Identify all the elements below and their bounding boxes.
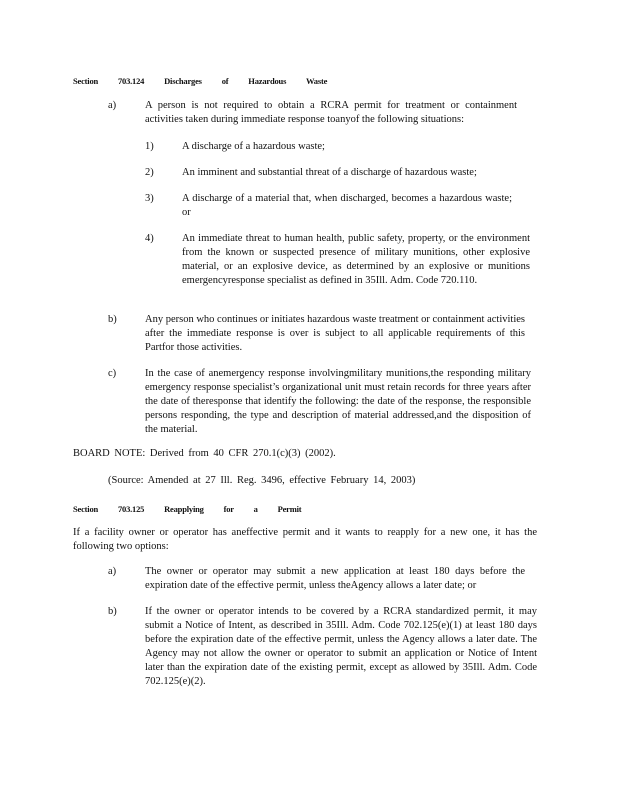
item-c-label: c) [108,368,117,379]
item-b-label: b) [108,314,117,325]
option-a-text: The owner or operator may submit a new application at least 180 days before the expiration date of the effective permit, unless theAgency allows a later date; or [145,566,525,591]
subitem-2-label: 2) [145,167,154,178]
subitem-3-text: A discharge of a material that, when discharged, becomes a hazardous waste; or [182,193,512,218]
option-b-label: b) [108,606,117,617]
item-b-text: Any person who continues or initiates hazardous waste treatment or containment activities after the immediate response is over is subject to all applicable requirements of this Partfor those activities. [145,314,525,353]
subitem-1-label: 1) [145,141,154,152]
board-note: BOARD NOTE: Derived from 40 CFR 270.1(c)(3) (2002). [73,448,336,459]
subitem-4-label: 4) [145,233,154,244]
item-a-label: a) [108,100,117,111]
source-note: (Source: Amended at 27 Ill. Reg. 3496, effective February 14, 2003) [108,475,416,486]
item-a-text: A person is not required to obtain a RCRA permit for treatment or containment activities taken during immediate response toanyof the following situations: [145,100,517,125]
subitem-3-label: 3) [145,193,154,204]
item-c-text: In the case of anemergency response involvingmilitary munitions,the responding military emergency response specialist’s organizational unit must retain records for three years after the date of theresponse that identify the following: the date of the response, the responsible persons responding, the type and description of material addressed,and the disposition of the material. [145,368,531,435]
section-703-125-heading: Section 703.125 Reapplying for a Permit [73,504,302,514]
option-a-label: a) [108,566,117,577]
section-703-124-heading: Section 703.124 Discharges of Hazardous Waste [73,76,328,86]
option-b-text: If the owner or operator intends to be covered by a RCRA standardized permit, it may submit a Notice of Intent, as described in 35Ill. Adm. Code 702.125(e)(1) at least 180 days before the expiration date of the effective permit, unless the Agency allows a later date. The Agency may not allow the owner or operator to submit an application or Notice of Intent later than the expiration date of the existing permit, except as allowed by 35Ill. Adm. Code 702.125(e)(2). [145,606,537,687]
subitem-4-text: An immediate threat to human health, public safety, property, or the environment from the known or suspected presence of military munitions, other explosive material, or an explosive device, as determined by an explosive or munitions emergencyresponse specialist as defined in 35Ill. Adm. Code 720.110. [182,233,530,286]
subitem-1-text: A discharge of a hazardous waste; [182,141,325,152]
section-703-125-intro: If a facility owner or operator has aneffective permit and it wants to reapply for a new one, it has the following two options: [73,527,537,552]
subitem-2-text: An imminent and substantial threat of a discharge of hazardous waste; [182,167,477,178]
